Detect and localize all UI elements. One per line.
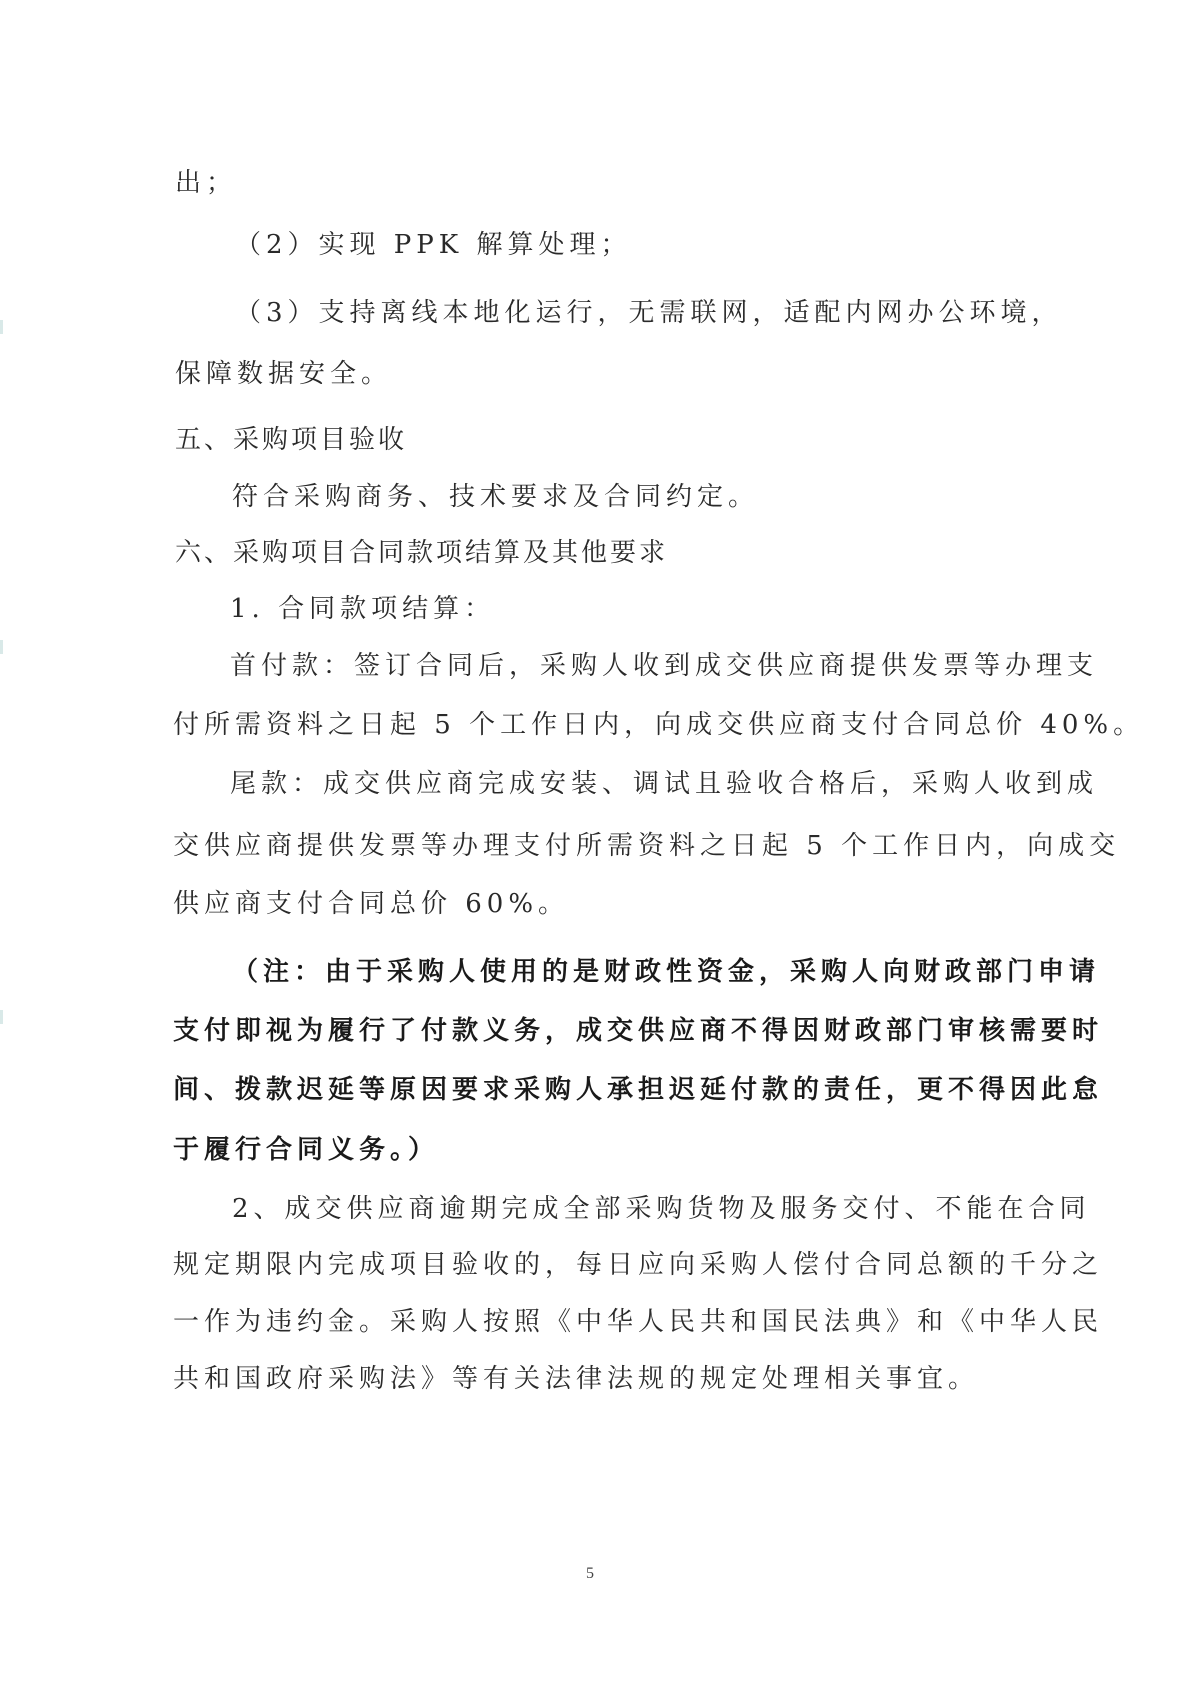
- scan-edge-mark: [0, 640, 3, 654]
- body-line: 一作为违约金。采购人按照《中华人民共和国民法典》和《中华人民: [173, 1307, 1104, 1337]
- body-line: 付所需资料之日起 5 个工作日内，向成交供应商支付合同总价 40%。: [173, 710, 1145, 740]
- list-item-3: （3）支持离线本地化运行，无需联网，适配内网办公环境，: [235, 298, 1063, 328]
- section-heading-6: 六、采购项目合同款项结算及其他要求: [175, 538, 669, 568]
- body-line: 共和国政府采购法》等有关法律法规的规定处理相关事宜。: [173, 1364, 980, 1394]
- body-line: 首付款：签订合同后，采购人收到成交供应商提供发票等办理支: [230, 651, 1099, 681]
- body-line: 出；: [175, 168, 238, 198]
- body-line: 交供应商提供发票等办理支付所需资料之日起 5 个工作日内，向成交: [173, 831, 1121, 861]
- list-item-2: （2）实现 PPK 解算处理；: [235, 230, 632, 260]
- note-line: （注：由于采购人使用的是财政性资金，采购人向财政部门申请: [232, 957, 1101, 987]
- scan-edge-mark: [0, 320, 3, 334]
- subsection-heading: 1. 合同款项结算：: [230, 594, 496, 624]
- body-line: 尾款：成交供应商完成安装、调试且验收合格后，采购人收到成: [230, 769, 1099, 799]
- body-line: 2、成交供应商逾期完成全部采购货物及服务交付、不能在合同: [232, 1194, 1091, 1224]
- body-line: 规定期限内完成项目验收的，每日应向采购人偿付合同总额的千分之: [173, 1250, 1104, 1280]
- scan-edge-mark: [0, 1010, 3, 1024]
- note-line: 支付即视为履行了付款义务，成交供应商不得因财政部门审核需要时: [173, 1016, 1104, 1046]
- body-line: 保障数据安全。: [175, 359, 393, 389]
- page-number: 5: [586, 1565, 594, 1582]
- body-line: 符合采购商务、技术要求及合同约定。: [232, 482, 760, 512]
- body-line: 供应商支付合同总价 60%。: [173, 889, 570, 919]
- section-heading-5: 五、采购项目验收: [175, 425, 408, 455]
- note-line: 于履行合同义务。）: [173, 1135, 440, 1165]
- note-line: 间、拨款迟延等原因要求采购人承担迟延付款的责任，更不得因此怠: [173, 1075, 1104, 1105]
